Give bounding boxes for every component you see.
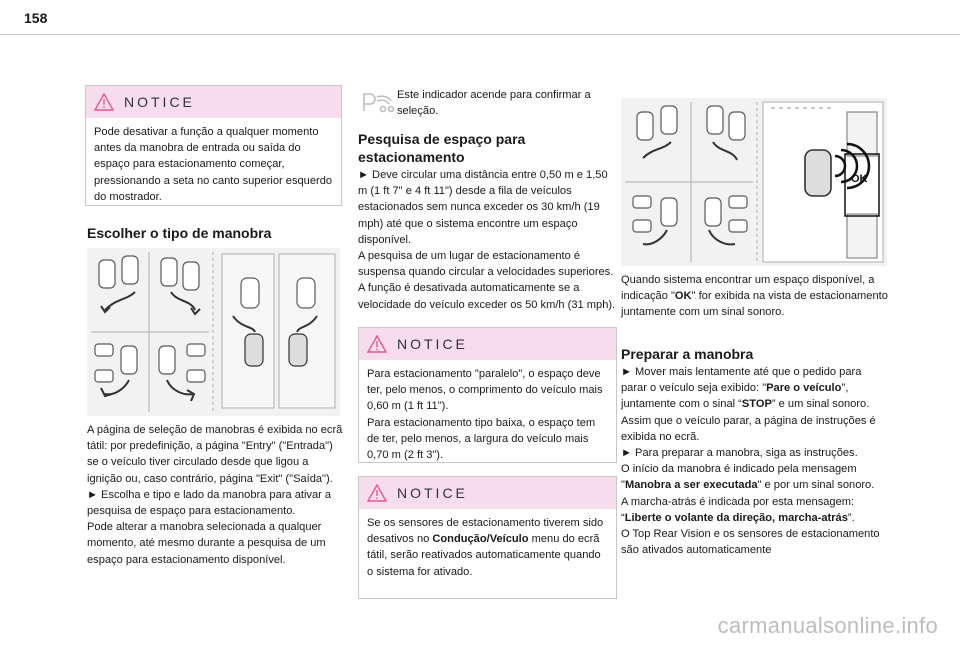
paragraph: ► Escolha e tipo e lado da manobra para ativar a pesquisa de espaço para estacionamento. — [87, 488, 332, 518]
paragraph: ► Para preparar a manobra, siga as instruções. — [621, 447, 858, 460]
paragraph: Pode alterar a manobra selecionada a qualquer momento, até mesmo durante a pesquisa de um espaço para estacionamento disponível. — [87, 521, 326, 566]
text-run: ► Mover mais lentamente até que o pedido para parar o veículo seja exibido: " — [621, 366, 862, 395]
col3-text — [621, 364, 889, 558]
paragraph — [621, 272, 889, 321]
paragraph: Assim que o veículo parar, a página de instruções é exibida no ecrã. — [621, 414, 876, 443]
ok-label: OK — [851, 173, 868, 185]
notice-header — [359, 477, 616, 509]
notice-title: NOTICE — [397, 336, 468, 352]
paragraph: O Top Rear Vision e os sensores de estacionamento são ativados automaticamente — [621, 528, 880, 557]
section-heading-prepare-maneuver: Preparar a manobra — [621, 346, 754, 362]
text-run: Quando sistema encontrar um espaço disponível, a indicação " — [621, 274, 875, 303]
notice-text: Para estacionamento "paralelo", o espaço deve ter, pelo menos, o comprimento do veículo mais 0,60 m (1 ft 11"). — [367, 368, 603, 413]
text-bold: STOP — [741, 398, 772, 411]
warning-icon — [367, 484, 387, 502]
header-divider — [0, 34, 960, 35]
notice-text: Para estacionamento tipo baixa, o espaço tem de ter, pelo menos, a largura do veículo mais 0,70 m (2 ft 3"). — [367, 416, 596, 462]
text-run: ” e um sinal sonoro. — [771, 398, 870, 411]
text-run: Se os sensores de estacionamento tiverem sido desativos no — [367, 517, 604, 546]
text-bold: Condução/Veículo — [432, 533, 529, 546]
parking-indicator-icon — [361, 91, 395, 113]
text-run: O início da manobra é indicado pela mensagem " — [621, 463, 857, 492]
text-run: A marcha-atrás é indicada por esta mensagem: “ — [621, 495, 855, 524]
text-run: ”. — [847, 511, 855, 524]
text-bold: Pare o veículo — [766, 382, 842, 395]
notice-text — [367, 515, 608, 580]
notice-title: NOTICE — [124, 94, 195, 110]
notice-box-2 — [358, 327, 617, 463]
col3-intro-text — [621, 272, 889, 321]
col2-text — [358, 167, 616, 313]
indicator-text: Este indicador acende para confirmar a seleção. — [397, 89, 591, 118]
notice-title: NOTICE — [397, 485, 468, 501]
parking-space-illustration — [621, 98, 887, 266]
warning-icon — [367, 335, 387, 353]
paragraph — [621, 364, 889, 413]
paragraph: ► Deve circular uma distância entre 0,50 m e 1,50 m (1 ft 7" e 4 ft 11") desde a fila de veículos estacionados sem nunca exceder os 30 km/h (19 mph) até que o sistema encontre um espaço disponível. — [358, 169, 608, 246]
col1-text — [87, 422, 345, 568]
text-bold: Liberte o volante da direção, marcha-atrás — [624, 511, 848, 524]
text-run: menu do ecrã tátil, serão reativados automaticamente quando o sistema for ativado. — [367, 533, 601, 578]
parking-space-found-figure — [621, 98, 887, 266]
maneuver-selection-illustration — [87, 248, 340, 416]
notice-box-3 — [358, 476, 617, 599]
warning-icon — [94, 93, 114, 111]
maneuver-selection-figure — [87, 248, 340, 416]
page-number: 158 — [24, 10, 48, 26]
section-heading-space-search: Pesquisa de espaço para estacionamento — [358, 131, 526, 165]
paragraph: A página de seleção de manobras é exibida no ecrã tátil: por predefinição, a página "Entry" ("Entrada") se o veículo tiver circulado desde que ligou a ignição ou, caso contrário, página "Exit" ("Saída"). — [87, 424, 343, 485]
text-run: ", juntamente com o sinal “ — [621, 382, 849, 411]
paragraph — [621, 494, 889, 526]
notice-header — [359, 328, 616, 360]
text-run: " for exibida na vista de estacionamento juntamente com um sinal sonoro. — [621, 290, 888, 319]
text-bold: Manobra a ser executada — [624, 479, 758, 492]
watermark: carmanualsonline.info — [717, 613, 938, 638]
section-heading-choose-maneuver: Escolher o tipo de manobra — [87, 225, 272, 241]
paragraph — [621, 461, 889, 493]
notice-text: Pode desativar a função a qualquer momento antes da manobra de entrada ou saída do espaço para estacionamento começar, pressionando a seta no canto superior esquerdo do mostrador. — [94, 126, 333, 203]
text-bold: OK — [674, 290, 692, 303]
notice-header — [86, 86, 341, 118]
notice-box-1 — [85, 85, 342, 206]
paragraph: A pesquisa de um lugar de estacionamento é suspensa quando circular a velocidades superiores. A função é desativada automaticamente se a velocidade do veículo exceder os 50 km/h (31 mph). — [358, 250, 616, 311]
text-run: " e por um sinal sonoro. — [757, 479, 875, 492]
